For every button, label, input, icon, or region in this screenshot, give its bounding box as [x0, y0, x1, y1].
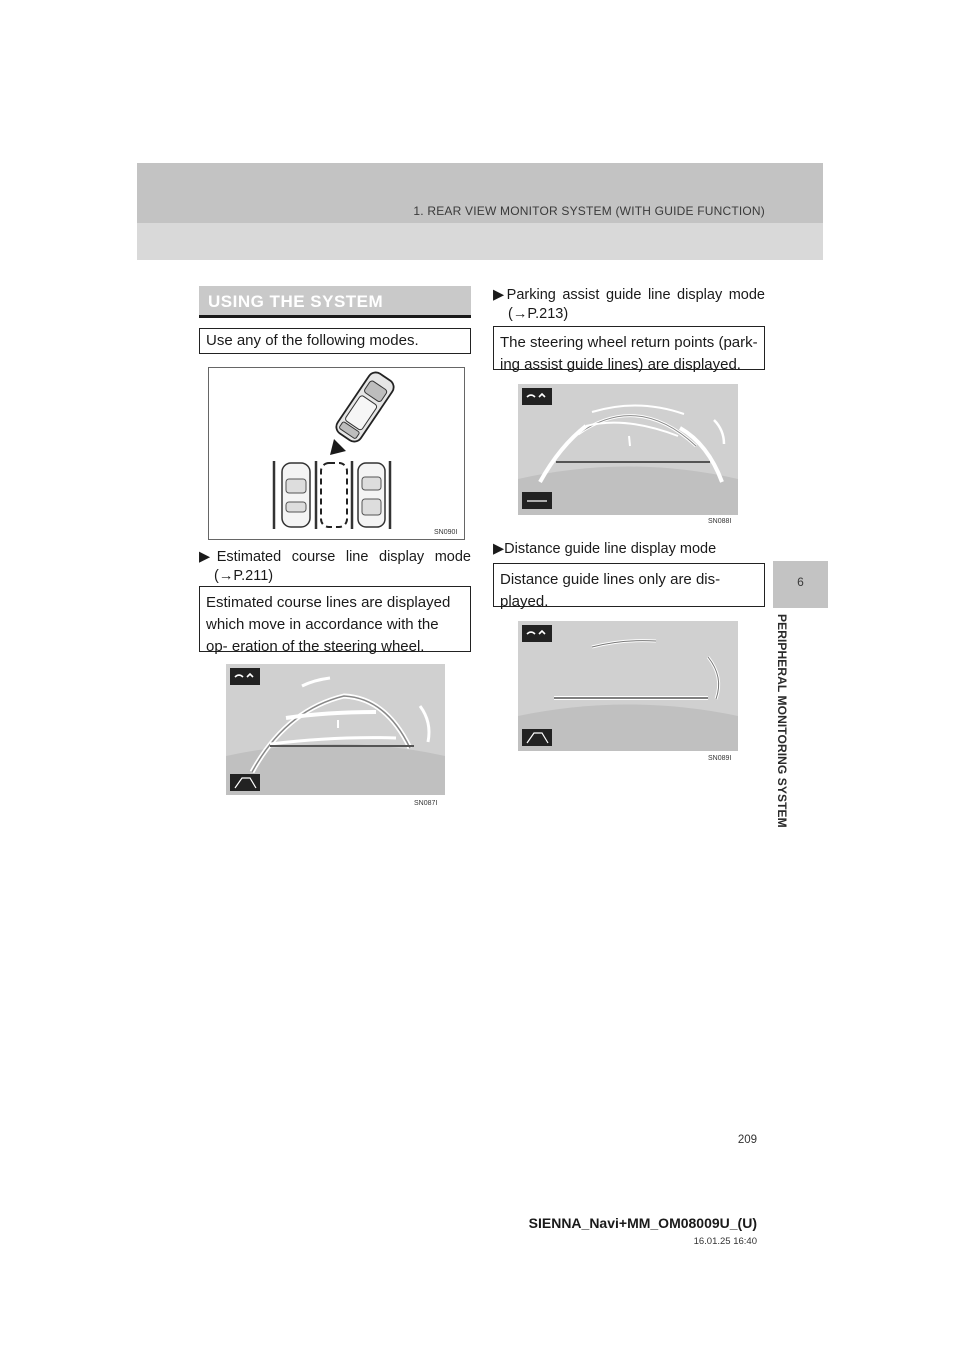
mode-estimated-desc-box [199, 586, 471, 655]
mode-estimated-desc: Estimated course lines are displayed which move in accordance with the op- eration of the steering wheel. [206, 594, 451, 655]
figure-code: SN090I [434, 529, 458, 536]
bullet-arrow-icon: ▶ [199, 549, 217, 565]
intro-text: Use any of the following modes. [206, 332, 419, 349]
section-heading [199, 286, 471, 318]
mode-parking-desc-box [493, 326, 765, 373]
section-heading-text: USING THE SYSTEM [208, 292, 384, 311]
parking-overview-figure [208, 367, 465, 540]
mode-estimated-ref[interactable]: (→P.211) [214, 568, 274, 584]
mode-parking-bullet [493, 286, 765, 324]
estimated-course-screen-figure [226, 664, 445, 809]
mode-parking-label: Parking assist guide line display mode [506, 287, 765, 303]
figure-code: SN087I [414, 800, 438, 807]
chapter-number: 6 [797, 575, 804, 589]
header-band [137, 163, 823, 260]
distance-guide-screen-figure [518, 621, 738, 763]
mode-distance-desc: Distance guide lines only are dis- played. [500, 571, 721, 610]
bullet-arrow-icon: ▶ [493, 541, 505, 557]
chapter-side-label [771, 614, 795, 846]
footer-timestamp: 16.01.25 16:40 [693, 1236, 757, 1247]
mode-distance-label: Distance guide line display mode [504, 541, 717, 557]
mode-parking-desc: The steering wheel return points (park- ing assist guide lines) are displayed. [500, 334, 758, 373]
mode-estimated-label: Estimated course line display mode [216, 549, 471, 565]
mode-estimated-bullet [199, 548, 471, 586]
mode-parking-ref[interactable]: (→P.213) [508, 306, 569, 322]
figure-code: SN089I [708, 755, 732, 762]
figure-code: SN088I [708, 518, 732, 525]
mode-distance-bullet [493, 540, 765, 559]
mode-distance-desc-box [493, 563, 765, 610]
bullet-arrow-icon: ▶ [493, 287, 507, 303]
chapter-tab [773, 561, 828, 608]
chapter-side-label-text: PERIPHERAL MONITORING SYSTEM [775, 614, 789, 828]
page-number: 209 [737, 1134, 757, 1146]
chapter-title: 1. REAR VIEW MONITOR SYSTEM (WITH GUIDE FUNCTION) [413, 204, 765, 218]
parking-assist-screen-figure [518, 384, 738, 526]
intro-box [199, 328, 471, 354]
footer-model-id: SIENNA_Navi+MM_OM08009U_(U) [528, 1215, 757, 1231]
